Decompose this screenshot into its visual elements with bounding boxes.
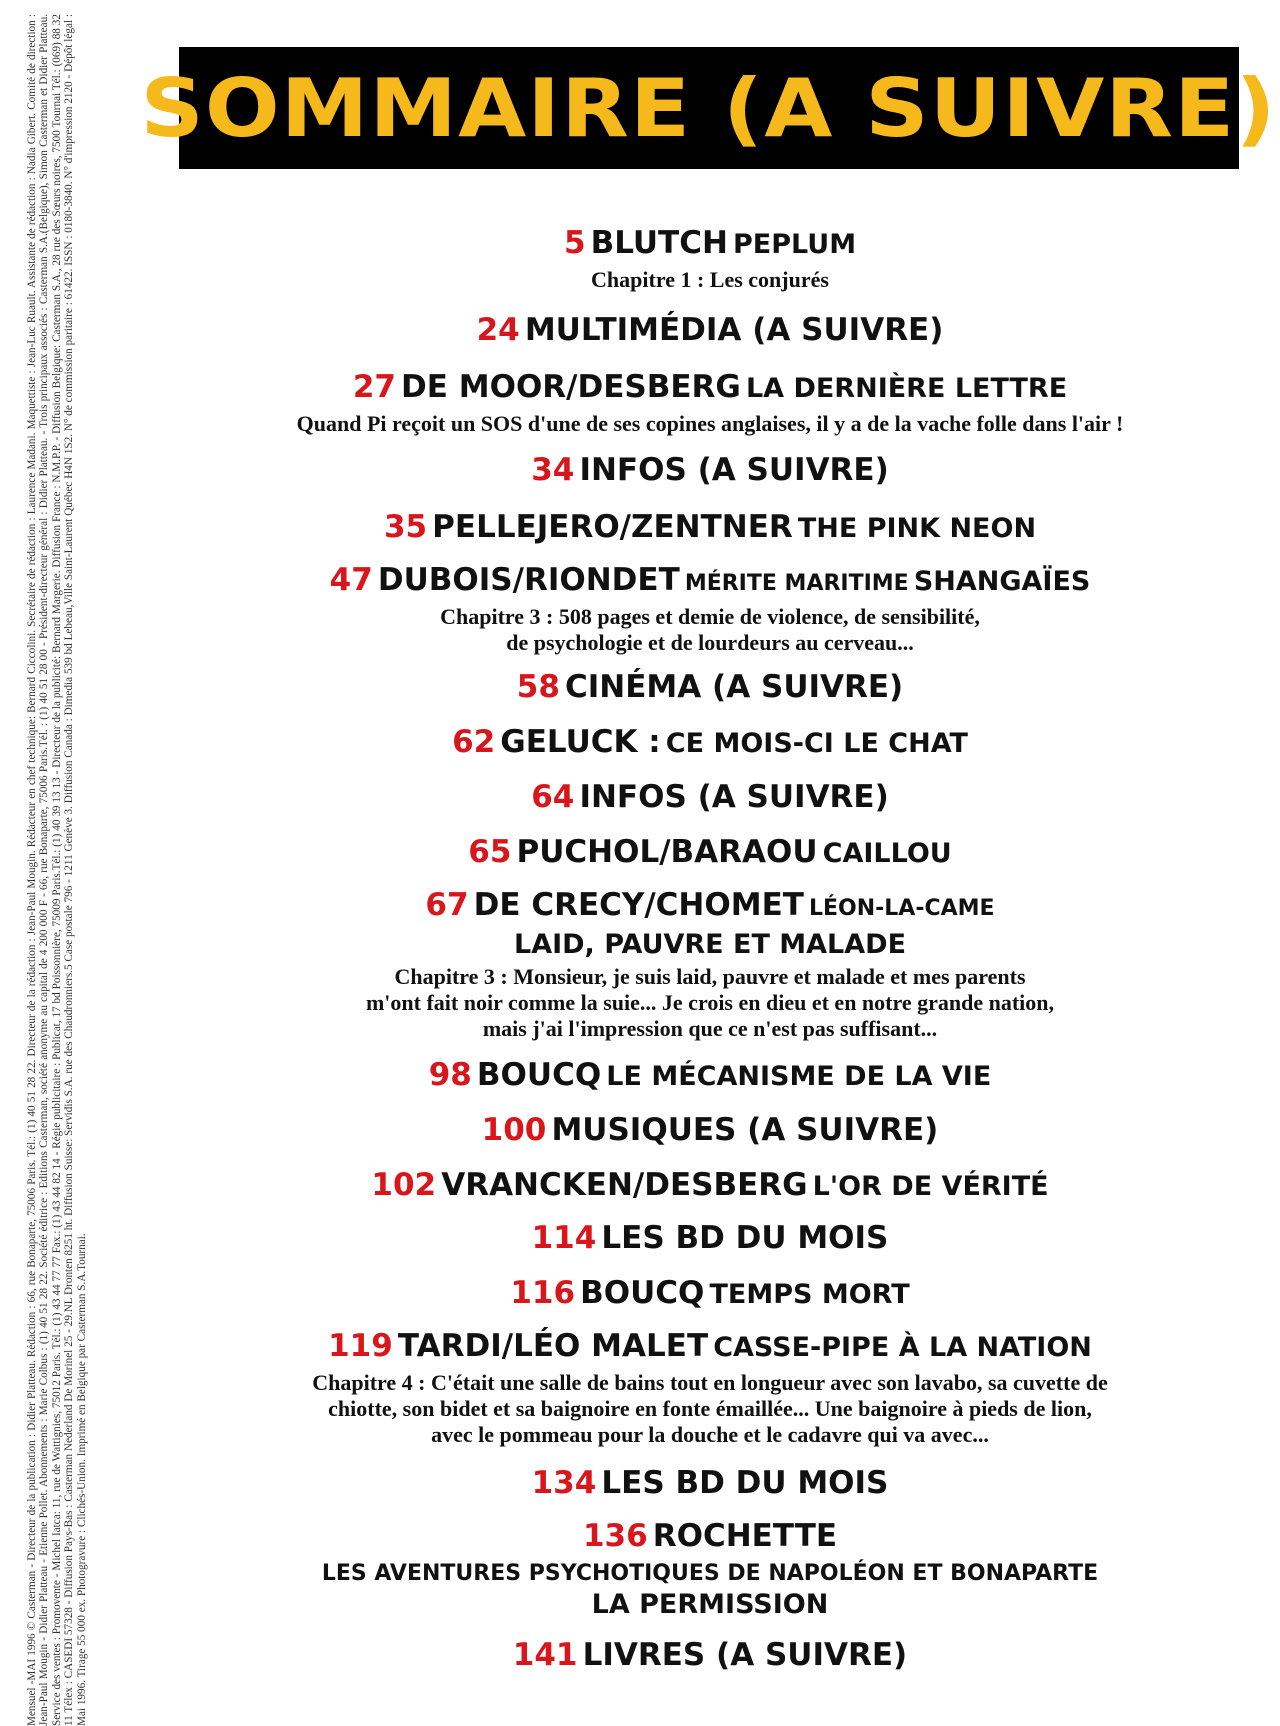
entry-subtitle-line <box>180 929 1240 964</box>
entry-series: TEMPS MORT <box>709 1279 910 1310</box>
entry-series: L'OR DE VÉRITÉ <box>812 1171 1049 1202</box>
entry-author: BOUCQ <box>580 1275 705 1311</box>
entry-description: Chapitre 4 : C'était une salle de bains tout en longueur avec son lavabo, sa cuvette de <box>312 1370 1108 1395</box>
entry-subtitle: LAID, PAUVRE ET MALADE <box>513 929 907 960</box>
toc-entry <box>180 508 1240 551</box>
toc-entry-heading <box>180 224 1240 267</box>
toc-entry-heading <box>180 1517 1240 1560</box>
entry-series: LE MÉCANISME DE LA VIE <box>606 1061 992 1092</box>
entry-description: de psychologie et de lourdeurs au cerveau... <box>506 630 914 655</box>
toc-entry-heading <box>180 1056 1240 1099</box>
entry-description: avec le pommeau pour la douche et le cadavre qui va avec... <box>431 1422 989 1447</box>
toc-entry-heading <box>180 451 1240 494</box>
toc-entry-heading <box>180 1274 1240 1317</box>
toc-entry-heading <box>180 1636 1240 1679</box>
entry-author: MUSIQUES (A SUIVRE) <box>551 1112 939 1148</box>
title-banner <box>140 47 1278 169</box>
entry-author: LIVRES (A SUIVRE) <box>582 1637 908 1673</box>
entry-series-small: LÉON-LA-CAME <box>809 896 995 921</box>
page-number: 65 <box>468 834 512 870</box>
toc-entry-heading <box>180 723 1240 766</box>
toc-entry-heading <box>180 561 1240 604</box>
page-number: 27 <box>352 369 396 405</box>
toc-entry-heading <box>180 886 1240 929</box>
toc-entry <box>180 778 1240 821</box>
entry-series: PEPLUM <box>733 229 857 260</box>
entry-series: SHANGAÏES <box>913 566 1091 597</box>
page-number: 64 <box>531 779 575 815</box>
toc-entry <box>180 668 1240 711</box>
entry-author: CINÉMA (A SUIVRE) <box>565 669 904 705</box>
toc-entry <box>180 1274 1240 1317</box>
page-number: 114 <box>531 1220 597 1256</box>
toc-entry <box>180 1111 1240 1154</box>
page-title: SOMMAIRE (A SUIVRE) <box>140 61 1278 155</box>
table-of-contents <box>180 212 1240 1679</box>
toc-entry <box>180 451 1240 494</box>
masthead-credits <box>6 14 121 1726</box>
page-number: 119 <box>328 1328 393 1364</box>
page-number: 58 <box>516 669 560 705</box>
toc-entry <box>180 1636 1240 1679</box>
entry-author: ROCHETTE <box>652 1518 838 1554</box>
entry-author: DE MOOR/DESBERG <box>401 369 741 405</box>
toc-entry <box>180 1166 1240 1209</box>
toc-entry <box>180 1056 1240 1099</box>
toc-entry-heading <box>180 1464 1240 1507</box>
entry-author: BLUTCH <box>590 225 728 261</box>
entry-author: LES BD DU MOIS <box>601 1465 889 1501</box>
toc-entry-heading <box>180 778 1240 821</box>
toc-entry-heading <box>180 1219 1240 1262</box>
toc-entry <box>180 224 1240 293</box>
page-number: 47 <box>329 562 373 598</box>
page-number: 102 <box>371 1167 437 1203</box>
toc-entry-heading <box>180 311 1240 354</box>
entry-description: Chapitre 3 : 508 pages et demie de violence, de sensibilité, <box>440 604 980 629</box>
entry-author: INFOS (A SUIVRE) <box>579 779 889 815</box>
page-number: 34 <box>531 452 575 488</box>
entry-subtitle-small: LES AVENTURES PSYCHOTIQUES DE NAPOLÉON ET BONAPARTE <box>321 1561 1099 1586</box>
page-number: 24 <box>476 312 520 348</box>
page-number: 5 <box>563 225 586 261</box>
entry-author: PELLEJERO/ZENTNER <box>432 509 793 545</box>
entry-series: CE MOIS-CI LE CHAT <box>665 728 968 759</box>
entry-series: CASSE-PIPE À LA NATION <box>713 1332 1092 1363</box>
toc-entry <box>180 1464 1240 1507</box>
entry-series-small: MÉRITE MARITIME <box>684 571 909 596</box>
entry-subtitle-line <box>180 1589 1240 1624</box>
entry-description: chiotte, son bidet et sa baignoire en fonte émaillée... Une baignoire à pieds de lion, <box>328 1396 1092 1421</box>
entry-description: Quand Pi reçoit un SOS d'une de ses copines anglaises, il y a de la vache folle dans l'air ! <box>296 411 1124 436</box>
entry-author: GELUCK : <box>500 724 661 760</box>
page-number: 98 <box>428 1057 472 1093</box>
page-number: 67 <box>425 887 469 923</box>
entry-author: LES BD DU MOIS <box>601 1220 889 1256</box>
entry-author: BOUCQ <box>476 1057 602 1093</box>
page-number: 141 <box>512 1637 578 1673</box>
entry-series: LA DERNIÈRE LETTRE <box>745 373 1068 404</box>
toc-entry <box>180 886 1240 1042</box>
toc-entry-heading <box>180 508 1240 551</box>
entry-author: DUBOIS/RIONDET <box>377 562 680 598</box>
entry-author: PUCHOL/BARAOU <box>516 834 818 870</box>
entry-series: THE PINK NEON <box>797 513 1037 544</box>
entry-description: Chapitre 1 : Les conjurés <box>591 267 829 292</box>
entry-author: MULTIMÉDIA (A SUIVRE) <box>524 312 944 348</box>
page-number: 35 <box>383 509 428 545</box>
page-number: 116 <box>510 1275 576 1311</box>
entry-series: CAILLOU <box>822 838 952 869</box>
toc-entry <box>180 833 1240 876</box>
toc-entry <box>180 723 1240 766</box>
entry-description: mais j'ai l'impression que ce n'est pas suffisant... <box>482 1016 938 1041</box>
page-number: 100 <box>481 1112 547 1148</box>
entry-author: VRANCKEN/DESBERG <box>441 1167 808 1203</box>
toc-entry-heading <box>180 668 1240 711</box>
toc-entry-heading <box>180 368 1240 411</box>
toc-entry <box>180 561 1240 656</box>
page-number: 134 <box>531 1465 597 1501</box>
page-number: 136 <box>582 1518 648 1554</box>
entry-subtitle-line <box>180 1560 1240 1589</box>
entry-author: INFOS (A SUIVRE) <box>579 452 889 488</box>
toc-entry <box>180 1517 1240 1624</box>
masthead-text: Mensuel -MAI 1996 © Casterman - Directeur de la publication : Didier Platteau. Rédaction : 66, rue Bonaparte, 75006 Paris. Tél.: (1) 40 51 28 22. Directeur de la rédaction : Jean-Paul Mougin. Rédacteur en chef technique: Bernard Ciccolini. Secrétaire de rédaction : Laurence Madani. Maquettiste : Jean-Luc Ruault. Assistante de rédaction : Nadia Gibert. Comité de direction : Jean-Paul Mougin - Didier Platteau - Etienne Pollet. Abonnements : Marie Colbus : (1) 40 51 28 22. Société éditrice : Editions Casterman, société anonyme au capital de 4 200 000 F - 66, rue Bonaparte, 75006 Paris.Tél. : (1) 40 51 28 00 - Président-directeur général : Didier Platteau. - Trois principaux associés : Casterman S.A.(Belgique), Simon Casterman et Didier Platteau. Service des ventes : Promovente - Michel Iatca: 11, rue de Wattignies, 75012 Paris. Tél.: (1) 43 44 77 77 Fax.: (1) 43 44 82 14 - Régie publicitaire : Publicat, 17 bd Poissonnière, 75009 Paris.Tél.: (1) 40 39 13 13 - Directeur de la publicité: Bernard Margerie. Diffusion France : N.M.P.P. - Diffusion Belgique: Casterman S.A., 28 rue des Sœurs noires, 7500 Tournai Tél.: (069) 88 32 11 Télex : CASEDI 57328 - Diffusion Pays-Bas : Casterman Nederland De Morinel 25 - 29.NL Dronten 8251 ht. Diffusion Suisse: Servidis S.A. rue des Chaudronniers.5 Case postale 796 - 1211 Genève 3. Diffusion Canada : Dimedia 539 bd Lebeau,Ville Saint-Laurent Québec H4N 1S2. N° de commission paritaire : 61422. ISSN : 0180-3840. N° d'impression 2120 - Dépôt légal : Mai 1996. Tirage 55 000 ex. Photogravure : Clichés-Union. Imprimé en Belgique par Casterman S.A.Tournai. <box>26 14 88 1726</box>
toc-entry <box>180 311 1240 354</box>
toc-entry <box>180 1327 1240 1448</box>
toc-entry-heading <box>180 1166 1240 1209</box>
toc-entry-heading <box>180 1327 1240 1370</box>
toc-entry-heading <box>180 833 1240 876</box>
entry-author: DE CRECY/CHOMET <box>473 887 804 923</box>
page-number: 62 <box>452 724 496 760</box>
entry-author: TARDI/LÉO MALET <box>397 1328 709 1364</box>
entry-description: m'ont fait noir comme la suie... Je crois en dieu et en notre grande nation, <box>365 990 1055 1015</box>
toc-entry <box>180 368 1240 437</box>
entry-subtitle: LA PERMISSION <box>591 1589 829 1620</box>
entry-description: Chapitre 3 : Monsieur, je suis laid, pauvre et malade et mes parents <box>394 964 1026 989</box>
toc-entry-heading <box>180 1111 1240 1154</box>
toc-entry <box>180 1219 1240 1262</box>
